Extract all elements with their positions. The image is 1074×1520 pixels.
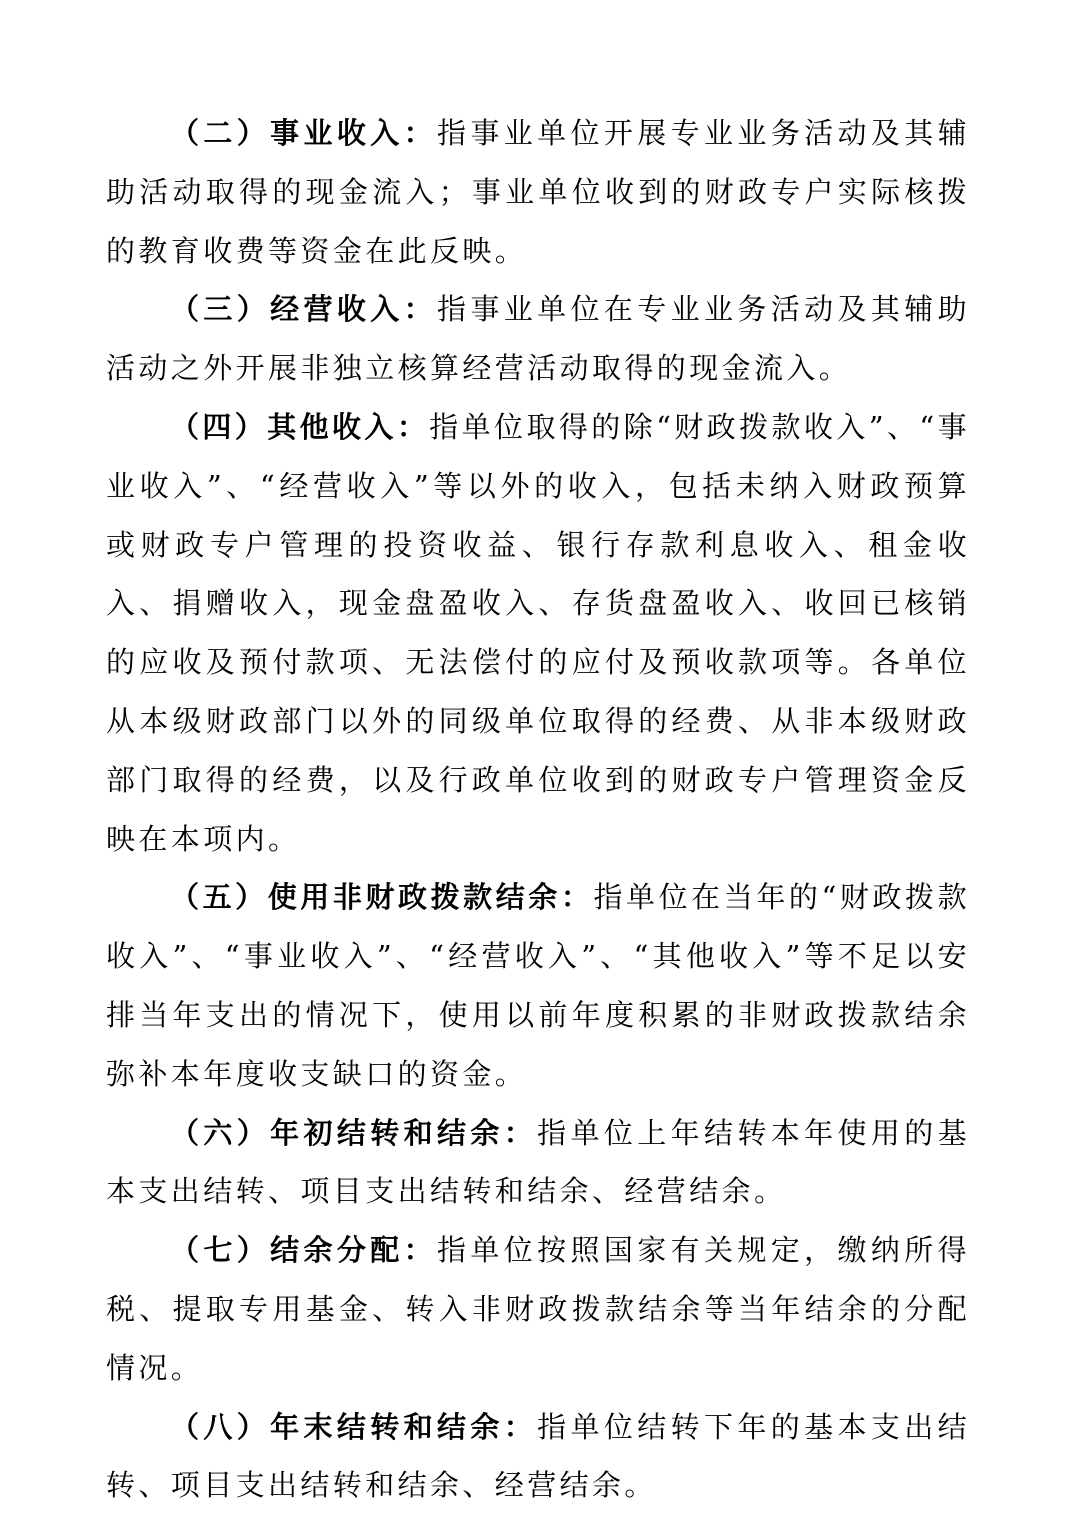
paragraph-heading: （三）经营收入： <box>170 292 437 327</box>
document-body <box>106 104 970 1515</box>
paragraph-text: 指事业单位开展专业业务活动及其辅助活动取得的现金流入；事业单位收到的财政专户实际核拨的教育收费等资金在此反映。 <box>106 116 971 268</box>
paragraph-text: 指单位上年结转本年使用的基本支出结转、项目支出结转和结余、经营结余。 <box>106 1115 970 1209</box>
paragraph-text: 指单位按照国家有关规定，缴纳所得税、提取专用基金、转入非财政拨款结余等当年结余的分配情况。 <box>106 1233 971 1385</box>
paragraph-operating-income <box>106 280 970 398</box>
paragraph-heading: （四）其他收入： <box>170 409 430 444</box>
paragraph-other-income <box>106 398 970 868</box>
paragraph-text: 指单位结转下年的基本支出结转、项目支出结转和结余、经营结余。 <box>106 1409 970 1503</box>
paragraph-closing-carryover <box>106 1398 970 1516</box>
paragraph-heading: （五）使用非财政拨款结余： <box>170 880 594 915</box>
paragraph-heading: （六）年初结转和结余： <box>170 1115 538 1150</box>
paragraph-text: 指单位取得的除“财政拨款收入”、“事业收入”、“经营收入”等以外的收入，包括未纳入财政预算或财政专户管理的投资收益、银行存款利息收入、租金收入、捐赠收入，现金盘盈收入、存货盘盈收入、收回已核销的应收及预付款项、无法偿付的应付及预收款项等。各单位从本级财政部门以外的同级单位取得的经费、从非本级财政部门取得的经费，以及行政单位收到的财政专户管理资金反映在本项内。 <box>106 409 971 856</box>
paragraph-opening-carryover <box>106 1104 970 1222</box>
paragraph-text: 指事业单位在专业业务活动及其辅助活动之外开展非独立核算经营活动取得的现金流入。 <box>106 292 971 386</box>
paragraph-non-fiscal-surplus-use <box>106 868 970 1103</box>
paragraph-text: 指单位在当年的“财政拨款收入”、“事业收入”、“经营收入”、“其他收入”等不足以安排当年支出的情况下，使用以前年度积累的非财政拨款结余弥补本年度收支缺口的资金。 <box>106 880 970 1091</box>
paragraph-business-income <box>106 104 970 280</box>
paragraph-heading: （二）事业收入： <box>170 116 437 150</box>
paragraph-heading: （八）年末结转和结余： <box>170 1409 538 1444</box>
paragraph-heading: （七）结余分配： <box>170 1233 437 1268</box>
paragraph-surplus-distribution <box>106 1221 970 1397</box>
